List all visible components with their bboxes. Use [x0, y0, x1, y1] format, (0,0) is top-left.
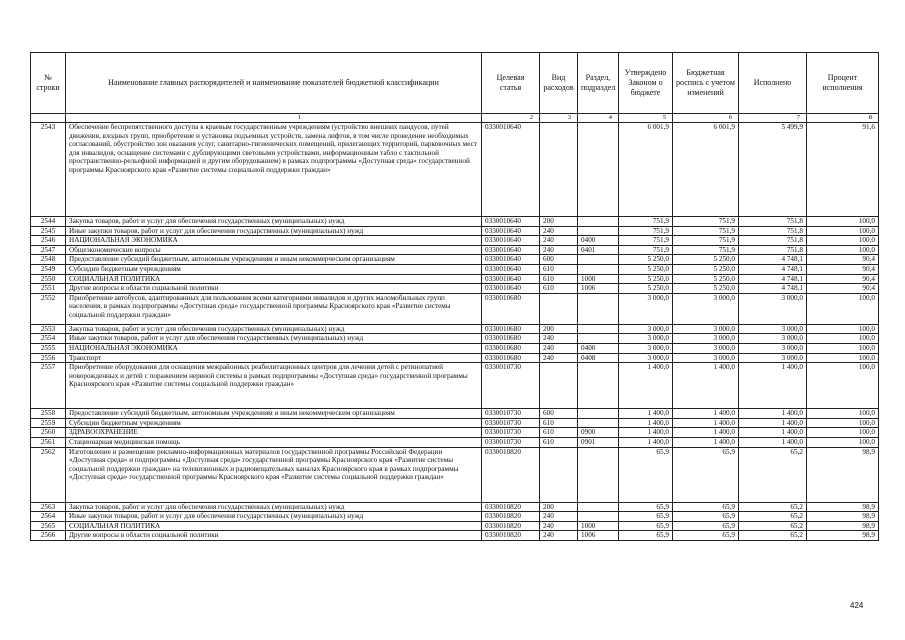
header-name: Наименование главных распорядителей и наименование показателей бюджетной классификации — [66, 53, 482, 114]
table-row — [31, 293, 879, 324]
table-row — [31, 226, 879, 236]
row-approved: 3 000,0 — [619, 353, 673, 363]
row-name: Транспорт — [66, 353, 482, 363]
row-approved: 751,9 — [619, 236, 673, 246]
row-executed: 65,2 — [739, 502, 807, 512]
row-target-article: 0330010640 — [482, 264, 540, 274]
column-number: 8 — [807, 114, 879, 123]
table-row — [31, 363, 879, 409]
row-percent: 100,0 — [807, 437, 879, 447]
row-name: Иные закупки товаров, работ и услуг для обеспечения государственных (муниципальных) нужд — [66, 334, 482, 344]
row-name: Стационарная медицинская помощь — [66, 437, 482, 447]
column-number: 2 — [482, 114, 540, 123]
row-expense-kind: 240 — [540, 353, 578, 363]
row-executed: 751,8 — [739, 245, 807, 255]
row-name: Общеэкономические вопросы — [66, 245, 482, 255]
row-percent: 100,0 — [807, 236, 879, 246]
row-section — [578, 255, 619, 265]
row-budget-list: 3 000,0 — [673, 324, 739, 334]
row-approved: 5 250,0 — [619, 274, 673, 284]
row-expense-kind: 610 — [540, 264, 578, 274]
row-executed: 65,2 — [739, 531, 807, 541]
row-approved: 65,9 — [619, 502, 673, 512]
row-expense-kind: 240 — [540, 226, 578, 236]
row-budget-list: 751,9 — [673, 236, 739, 246]
row-number: 2546 — [31, 236, 66, 246]
header-executed: Исполнено — [739, 53, 807, 114]
row-expense-kind: 240 — [540, 236, 578, 246]
row-percent: 90,4 — [807, 264, 879, 274]
row-expense-kind: 610 — [540, 284, 578, 294]
row-executed: 1 400,0 — [739, 428, 807, 438]
row-expense-kind: 240 — [540, 531, 578, 541]
row-target-article: 0330010820 — [482, 447, 540, 502]
row-percent: 90,4 — [807, 274, 879, 284]
row-approved: 3 000,0 — [619, 343, 673, 353]
row-number: 2557 — [31, 363, 66, 409]
row-number: 2543 — [31, 123, 66, 217]
row-target-article: 0330010640 — [482, 123, 540, 217]
row-percent: 100,0 — [807, 226, 879, 236]
row-section: 0400 — [578, 236, 619, 246]
column-number: 1 — [66, 114, 482, 123]
row-section — [578, 409, 619, 419]
row-executed: 5 499,9 — [739, 123, 807, 217]
row-target-article: 0330010820 — [482, 512, 540, 522]
row-budget-list: 751,9 — [673, 226, 739, 236]
row-section: 0401 — [578, 245, 619, 255]
row-percent: 98,9 — [807, 502, 879, 512]
header-section: Раздел, подраздел — [578, 53, 619, 114]
table-row — [31, 512, 879, 522]
row-budget-list: 3 000,0 — [673, 293, 739, 324]
row-percent: 91,6 — [807, 123, 879, 217]
row-budget-list: 65,9 — [673, 531, 739, 541]
row-approved: 65,9 — [619, 447, 673, 502]
row-target-article: 0330010640 — [482, 226, 540, 236]
row-executed: 4 748,1 — [739, 274, 807, 284]
row-number: 2547 — [31, 245, 66, 255]
row-percent: 98,9 — [807, 447, 879, 502]
row-name: Обеспечение беспрепятственного доступа к краевым государственным учреждениям (устройство внешних пандусов, путей движения, входных групп, приобретение и установка подъемных устройств, замена лифтов, в том числе проведение необходимых согласований, обустройство зон оказания услуг, санитарно-гигиенических помещений, прилегающих территорий, парковочных мест для инвалидов, оснащение системами с дублирующими световыми устройствами, информационным табло с тактильной пространственно-рельефной информацией и другим оборудованием) в рамках подпрограммы «Доступная среда» государственной программы Красноярского края «Развитие системы социальной поддержки граждан» — [66, 123, 482, 217]
row-number: 2551 — [31, 284, 66, 294]
row-target-article: 0330010820 — [482, 502, 540, 512]
table-row — [31, 255, 879, 265]
row-target-article: 0330010730 — [482, 409, 540, 419]
row-executed: 3 000,0 — [739, 353, 807, 363]
row-executed: 4 748,1 — [739, 255, 807, 265]
row-expense-kind: 610 — [540, 418, 578, 428]
row-budget-list: 1 400,0 — [673, 363, 739, 409]
budget-table — [30, 52, 879, 541]
row-number: 2556 — [31, 353, 66, 363]
row-budget-list: 65,9 — [673, 502, 739, 512]
row-name: Субсидии бюджетным учреждениям — [66, 418, 482, 428]
row-section — [578, 293, 619, 324]
row-number: 2566 — [31, 531, 66, 541]
row-section — [578, 363, 619, 409]
row-name: СОЦИАЛЬНАЯ ПОЛИТИКА — [66, 274, 482, 284]
row-percent: 100,0 — [807, 245, 879, 255]
row-number: 2565 — [31, 521, 66, 531]
row-section: 1000 — [578, 274, 619, 284]
row-number: 2545 — [31, 226, 66, 236]
row-number: 2562 — [31, 447, 66, 502]
row-percent: 100,0 — [807, 428, 879, 438]
row-approved: 5 250,0 — [619, 255, 673, 265]
table-row — [31, 418, 879, 428]
row-expense-kind: 610 — [540, 428, 578, 438]
row-percent: 90,4 — [807, 284, 879, 294]
table-row — [31, 284, 879, 294]
table-row — [31, 123, 879, 217]
row-approved: 751,9 — [619, 226, 673, 236]
row-percent: 90,4 — [807, 255, 879, 265]
row-executed: 3 000,0 — [739, 334, 807, 344]
row-percent: 100,0 — [807, 217, 879, 227]
table-row — [31, 217, 879, 227]
row-target-article: 0330010640 — [482, 274, 540, 284]
row-target-article: 0330010640 — [482, 255, 540, 265]
row-percent: 100,0 — [807, 293, 879, 324]
row-percent: 100,0 — [807, 418, 879, 428]
row-executed: 65,2 — [739, 447, 807, 502]
row-budget-list: 5 250,0 — [673, 284, 739, 294]
row-number: 2554 — [31, 334, 66, 344]
table-row — [31, 334, 879, 344]
row-budget-list: 3 000,0 — [673, 343, 739, 353]
table-row — [31, 343, 879, 353]
row-expense-kind: 240 — [540, 245, 578, 255]
row-target-article: 0330010640 — [482, 236, 540, 246]
row-executed: 3 000,0 — [739, 293, 807, 324]
table-row — [31, 324, 879, 334]
row-budget-list: 1 400,0 — [673, 418, 739, 428]
row-target-article: 0330010640 — [482, 284, 540, 294]
row-executed: 65,2 — [739, 521, 807, 531]
row-budget-list: 1 400,0 — [673, 437, 739, 447]
row-expense-kind: 200 — [540, 502, 578, 512]
row-approved: 65,9 — [619, 521, 673, 531]
column-number: 5 — [619, 114, 673, 123]
table-row — [31, 521, 879, 531]
row-budget-list: 1 400,0 — [673, 428, 739, 438]
row-section: 0408 — [578, 353, 619, 363]
row-executed: 751,8 — [739, 226, 807, 236]
table-row — [31, 236, 879, 246]
row-name: Изготовление и размещение рекламно-информационных материалов государственной программы Российской Федерации «Доступная среда» и подпрограммы «Доступная среда» государственной программы Красноярского края «Развитие системы социальной поддержки граждан» на телевизионных и радиовещательных каналах Красноярского края в рамках подпрограммы «Доступная среда» государственной программы Красноярского края «Развитие системы социальной поддержки граждан» — [66, 447, 482, 502]
row-expense-kind — [540, 447, 578, 502]
row-target-article: 0330010680 — [482, 343, 540, 353]
row-number: 2558 — [31, 409, 66, 419]
row-percent: 98,9 — [807, 531, 879, 541]
row-approved: 1 400,0 — [619, 418, 673, 428]
row-executed: 4 748,1 — [739, 284, 807, 294]
row-target-article: 0330010680 — [482, 293, 540, 324]
row-number: 2549 — [31, 264, 66, 274]
header-percent: Процент исполнения — [807, 53, 879, 114]
row-expense-kind: 200 — [540, 324, 578, 334]
row-expense-kind — [540, 363, 578, 409]
row-executed: 751,8 — [739, 236, 807, 246]
column-number: 4 — [578, 114, 619, 123]
row-expense-kind: 240 — [540, 521, 578, 531]
table-row — [31, 274, 879, 284]
row-name: Субсидии бюджетным учреждениям — [66, 264, 482, 274]
row-number: 2550 — [31, 274, 66, 284]
row-target-article: 0330010730 — [482, 428, 540, 438]
row-executed: 1 400,0 — [739, 418, 807, 428]
row-number: 2559 — [31, 418, 66, 428]
table-row — [31, 353, 879, 363]
row-section — [578, 123, 619, 217]
table-body — [31, 123, 879, 541]
row-budget-list: 65,9 — [673, 521, 739, 531]
row-name: ЗДРАВООХРАНЕНИЕ — [66, 428, 482, 438]
row-percent: 98,9 — [807, 512, 879, 522]
row-section — [578, 502, 619, 512]
table-row — [31, 245, 879, 255]
row-name: Закупка товаров, работ и услуг для обеспечения государственных (муниципальных) нужд — [66, 217, 482, 227]
row-section — [578, 334, 619, 344]
row-expense-kind — [540, 293, 578, 324]
row-target-article: 0330010640 — [482, 245, 540, 255]
row-name: Приобретение автобусов, адаптированных для пользования всеми категориями инвалидов и других маломобильных групп населения, в рамках подпрограммы «Доступная среда» государственной программы Красноярского края «Развитие системы социальной поддержки граждан» — [66, 293, 482, 324]
row-approved: 5 250,0 — [619, 264, 673, 274]
row-target-article: 0330010820 — [482, 521, 540, 531]
row-percent: 100,0 — [807, 409, 879, 419]
row-name: Закупка товаров, работ и услуг для обеспечения государственных (муниципальных) нужд — [66, 502, 482, 512]
row-name: Иные закупки товаров, работ и услуг для обеспечения государственных (муниципальных) нужд — [66, 226, 482, 236]
row-expense-kind: 200 — [540, 217, 578, 227]
column-number: 3 — [540, 114, 578, 123]
row-budget-list: 6 001,9 — [673, 123, 739, 217]
row-section — [578, 512, 619, 522]
row-section: 1000 — [578, 521, 619, 531]
row-executed: 1 400,0 — [739, 409, 807, 419]
header-budget-list: Бюджетная роспись с учетом изменений — [673, 53, 739, 114]
row-name: Закупка товаров, работ и услуг для обеспечения государственных (муниципальных) нужд — [66, 324, 482, 334]
row-approved: 5 250,0 — [619, 284, 673, 294]
page-number: 424 — [850, 601, 864, 610]
row-section: 0901 — [578, 437, 619, 447]
row-name: Другие вопросы в области социальной политики — [66, 284, 482, 294]
row-expense-kind: 240 — [540, 334, 578, 344]
row-expense-kind: 240 — [540, 512, 578, 522]
table-row — [31, 437, 879, 447]
row-target-article: 0330010680 — [482, 353, 540, 363]
column-number — [31, 114, 66, 123]
row-expense-kind: 610 — [540, 274, 578, 284]
row-budget-list: 751,9 — [673, 245, 739, 255]
row-section — [578, 447, 619, 502]
row-number: 2552 — [31, 293, 66, 324]
row-target-article: 0330010680 — [482, 334, 540, 344]
row-expense-kind: 240 — [540, 343, 578, 353]
row-section: 0400 — [578, 343, 619, 353]
row-percent: 100,0 — [807, 334, 879, 344]
row-expense-kind: 600 — [540, 409, 578, 419]
row-percent: 98,9 — [807, 521, 879, 531]
header-approved: Утверждено Законом о бюджете — [619, 53, 673, 114]
row-approved: 751,9 — [619, 245, 673, 255]
row-name: Другие вопросы в области социальной политики — [66, 531, 482, 541]
row-number: 2563 — [31, 502, 66, 512]
row-budget-list: 65,9 — [673, 447, 739, 502]
row-section: 0900 — [578, 428, 619, 438]
row-section — [578, 418, 619, 428]
row-executed: 65,2 — [739, 512, 807, 522]
row-budget-list: 1 400,0 — [673, 409, 739, 419]
column-numbers-row — [31, 114, 879, 123]
row-executed: 3 000,0 — [739, 343, 807, 353]
row-section: 1006 — [578, 531, 619, 541]
row-expense-kind: 610 — [540, 437, 578, 447]
header-row-no: № строки — [31, 53, 66, 114]
table-row — [31, 428, 879, 438]
row-name: НАЦИОНАЛЬНАЯ ЭКОНОМИКА — [66, 343, 482, 353]
row-name: Приобретение оборудования для оснащения межрайонных реабилитационных центров для лечения детей с ретинопатией новорожденных и детей с поражением нервной системы в рамках подпрограммы «Доступная среда» государственной программы Красноярского края «Развитие системы социальной поддержки граждан» — [66, 363, 482, 409]
table-row — [31, 409, 879, 419]
header-kind: Вид расходов — [540, 53, 578, 114]
row-name: Иные закупки товаров, работ и услуг для обеспечения государственных (муниципальных) нужд — [66, 512, 482, 522]
row-name: Предоставление субсидий бюджетным, автономным учреждениям и иным некоммерческим организациям — [66, 409, 482, 419]
table-row — [31, 502, 879, 512]
row-target-article: 0330010680 — [482, 324, 540, 334]
row-executed: 751,8 — [739, 217, 807, 227]
row-budget-list: 3 000,0 — [673, 353, 739, 363]
table-row — [31, 447, 879, 502]
row-section — [578, 264, 619, 274]
row-name: СОЦИАЛЬНАЯ ПОЛИТИКА — [66, 521, 482, 531]
row-budget-list: 65,9 — [673, 512, 739, 522]
row-section — [578, 324, 619, 334]
row-approved: 1 400,0 — [619, 437, 673, 447]
row-target-article: 0330010730 — [482, 437, 540, 447]
row-budget-list: 5 250,0 — [673, 255, 739, 265]
row-approved: 65,9 — [619, 531, 673, 541]
row-number: 2555 — [31, 343, 66, 353]
row-number: 2544 — [31, 217, 66, 227]
row-percent: 100,0 — [807, 324, 879, 334]
row-number: 2553 — [31, 324, 66, 334]
row-name: Предоставление субсидий бюджетным, автономным учреждениям и иным некоммерческим организациям — [66, 255, 482, 265]
column-number: 7 — [739, 114, 807, 123]
row-approved: 751,9 — [619, 217, 673, 227]
row-executed: 1 400,0 — [739, 437, 807, 447]
row-budget-list: 751,9 — [673, 217, 739, 227]
row-target-article: 0330010730 — [482, 418, 540, 428]
row-percent: 100,0 — [807, 343, 879, 353]
budget-table-sheet — [30, 52, 878, 541]
row-budget-list: 5 250,0 — [673, 274, 739, 284]
header-row — [31, 53, 879, 114]
table-row — [31, 531, 879, 541]
row-executed: 1 400,0 — [739, 363, 807, 409]
row-percent: 100,0 — [807, 353, 879, 363]
row-approved: 6 001,9 — [619, 123, 673, 217]
row-approved: 1 400,0 — [619, 428, 673, 438]
row-expense-kind — [540, 123, 578, 217]
row-number: 2560 — [31, 428, 66, 438]
row-target-article: 0330010730 — [482, 363, 540, 409]
row-budget-list: 3 000,0 — [673, 334, 739, 344]
row-expense-kind: 600 — [540, 255, 578, 265]
row-approved: 3 000,0 — [619, 324, 673, 334]
row-approved: 3 000,0 — [619, 293, 673, 324]
row-approved: 65,9 — [619, 512, 673, 522]
row-approved: 1 400,0 — [619, 409, 673, 419]
row-section — [578, 226, 619, 236]
header-target: Целевая статья — [482, 53, 540, 114]
row-section: 1006 — [578, 284, 619, 294]
row-number: 2548 — [31, 255, 66, 265]
row-executed: 4 748,1 — [739, 264, 807, 274]
row-percent: 100,0 — [807, 363, 879, 409]
row-target-article: 0330010640 — [482, 217, 540, 227]
row-name: НАЦИОНАЛЬНАЯ ЭКОНОМИКА — [66, 236, 482, 246]
row-executed: 3 000,0 — [739, 324, 807, 334]
row-approved: 3 000,0 — [619, 334, 673, 344]
row-number: 2561 — [31, 437, 66, 447]
column-number: 6 — [673, 114, 739, 123]
row-section — [578, 217, 619, 227]
row-number: 2564 — [31, 512, 66, 522]
table-row — [31, 264, 879, 274]
row-target-article: 0330010820 — [482, 531, 540, 541]
row-budget-list: 5 250,0 — [673, 264, 739, 274]
row-approved: 1 400,0 — [619, 363, 673, 409]
